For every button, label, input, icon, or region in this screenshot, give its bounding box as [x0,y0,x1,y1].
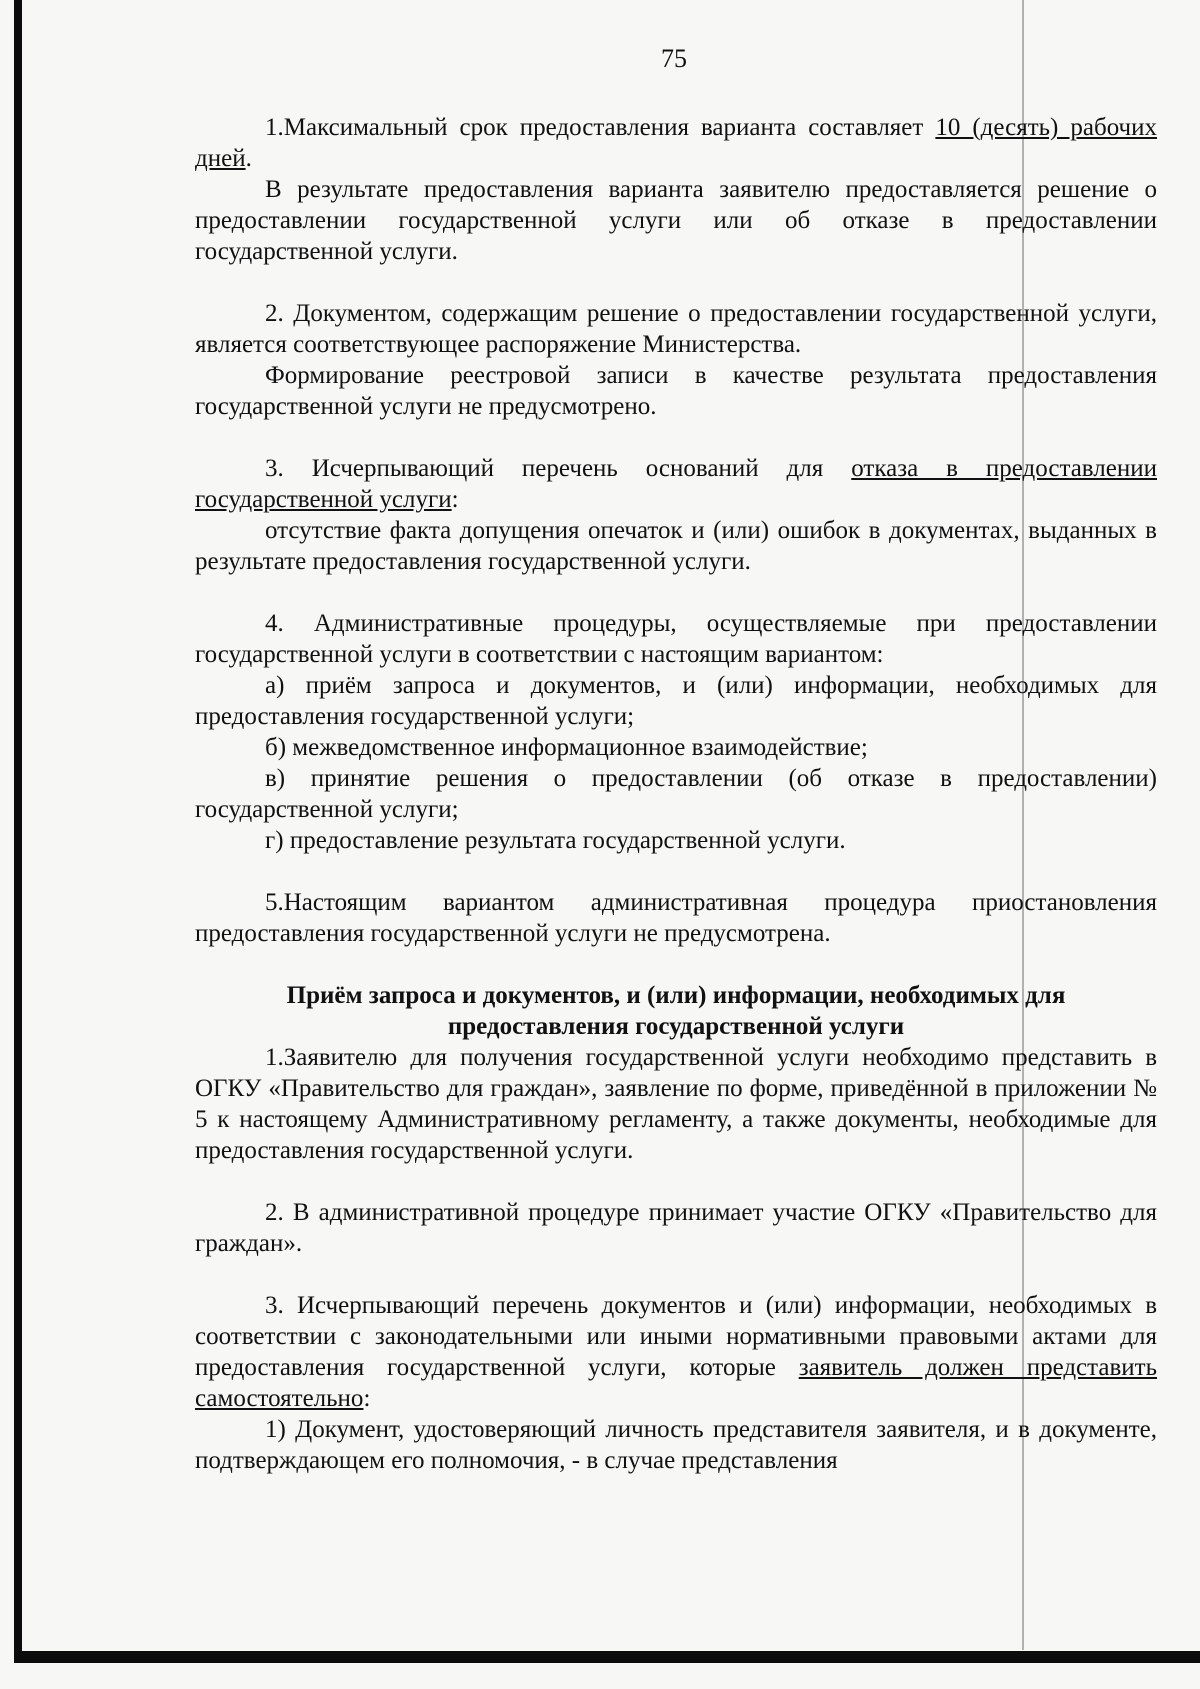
paragraph [195,112,1157,174]
paragraph [195,174,1157,267]
paragraph [195,453,1157,515]
text-run: 1.Максимальный срок предоставления варианта составляет [265,114,936,141]
text-run: отсутствие факта допущения опечаток и (или) ошибок в документах, выданных в результате предоставления государственной услуги. [195,517,1157,575]
text-run: 2. В административной процедуре принимает участие ОГКУ «Правительство для граждан». [195,1199,1157,1257]
paragraph [195,1414,1157,1476]
text-run: 2. Документом, содержащим решение о предоставлении государственной услуги, является соответствующее распоряжение Министерства. [195,300,1157,358]
text-run: в) принятие решения о предоставлении (об отказе в предоставлении) государственной услуги; [195,765,1157,823]
text-run: : [363,1385,371,1412]
document-body [195,112,1157,1476]
paragraph [195,1042,1157,1166]
underlined-text: 10 (десять) рабочих дней [195,114,1157,172]
text-run: Приём запроса и документов, и (или) информации, необходимых для предоставления государственной услуги [286,982,1066,1040]
underlined-text: отказа в предоставлении государственной услуги [195,455,1157,513]
text-run: 3. Исчерпывающий перечень оснований для [265,455,852,482]
text-run: : [451,486,459,513]
page-number: 75 [661,44,687,73]
paragraph [195,887,1157,949]
text-run: 4. Административные процедуры, осуществляемые при предоставлении государственной услуги в соответствии с настоящим вариантом: [195,610,1157,668]
scan-edge-left [14,0,22,1660]
text-run: В результате предоставления варианта заявителю предоставляется решение о предоставлении государственной услуги или об отказе в предоставлении государственной услуги. [195,176,1157,265]
section-heading [195,980,1157,1042]
text-run: 5.Настоящим вариантом административная процедура приостановления предоставления государственной услуги не предусмотрена. [195,889,1157,947]
paragraph [195,670,1157,732]
text-run: 1) Документ, удостоверяющий личность представителя заявителя, и в документе, подтверждающем его полномочия, - в случае представления [195,1416,1157,1474]
text-run: а) приём запроса и документов, и (или) информации, необходимых для предоставления государственной услуги; [195,672,1157,730]
paragraph [195,763,1157,825]
text-run: б) межведомственное информационное взаимодействие; [265,734,868,761]
text-run: . [245,145,252,172]
text-run: 1.Заявителю для получения государственной услуги необходимо представить в ОГКУ «Правительство для граждан», заявление по форме, приведённой в приложении № 5 к настоящему Административному регламенту, а также документы, необходимые для предоставления государственной услуги. [195,1044,1157,1164]
paragraph [195,298,1157,360]
scan-edge-bottom [14,1651,1200,1663]
text-run: 3. Исчерпывающий перечень документов и (или) информации, необходимых в соответствии с законодательными или иными нормативными правовыми актами для предоставления государственной услуги, которые [195,1292,1157,1381]
text-run: Формирование реестровой записи в качестве результата предоставления государственной услуги не предусмотрено. [195,362,1157,420]
text-run: г) предоставление результата государственной услуги. [265,827,846,854]
paragraph [195,608,1157,670]
paragraph [195,1290,1157,1414]
paragraph [195,360,1157,422]
paragraph [195,515,1157,577]
paragraph [195,1197,1157,1259]
underlined-text: заявитель должен представить самостоятельно [195,1354,1157,1412]
paragraph [195,732,1157,763]
paragraph [195,825,1157,856]
